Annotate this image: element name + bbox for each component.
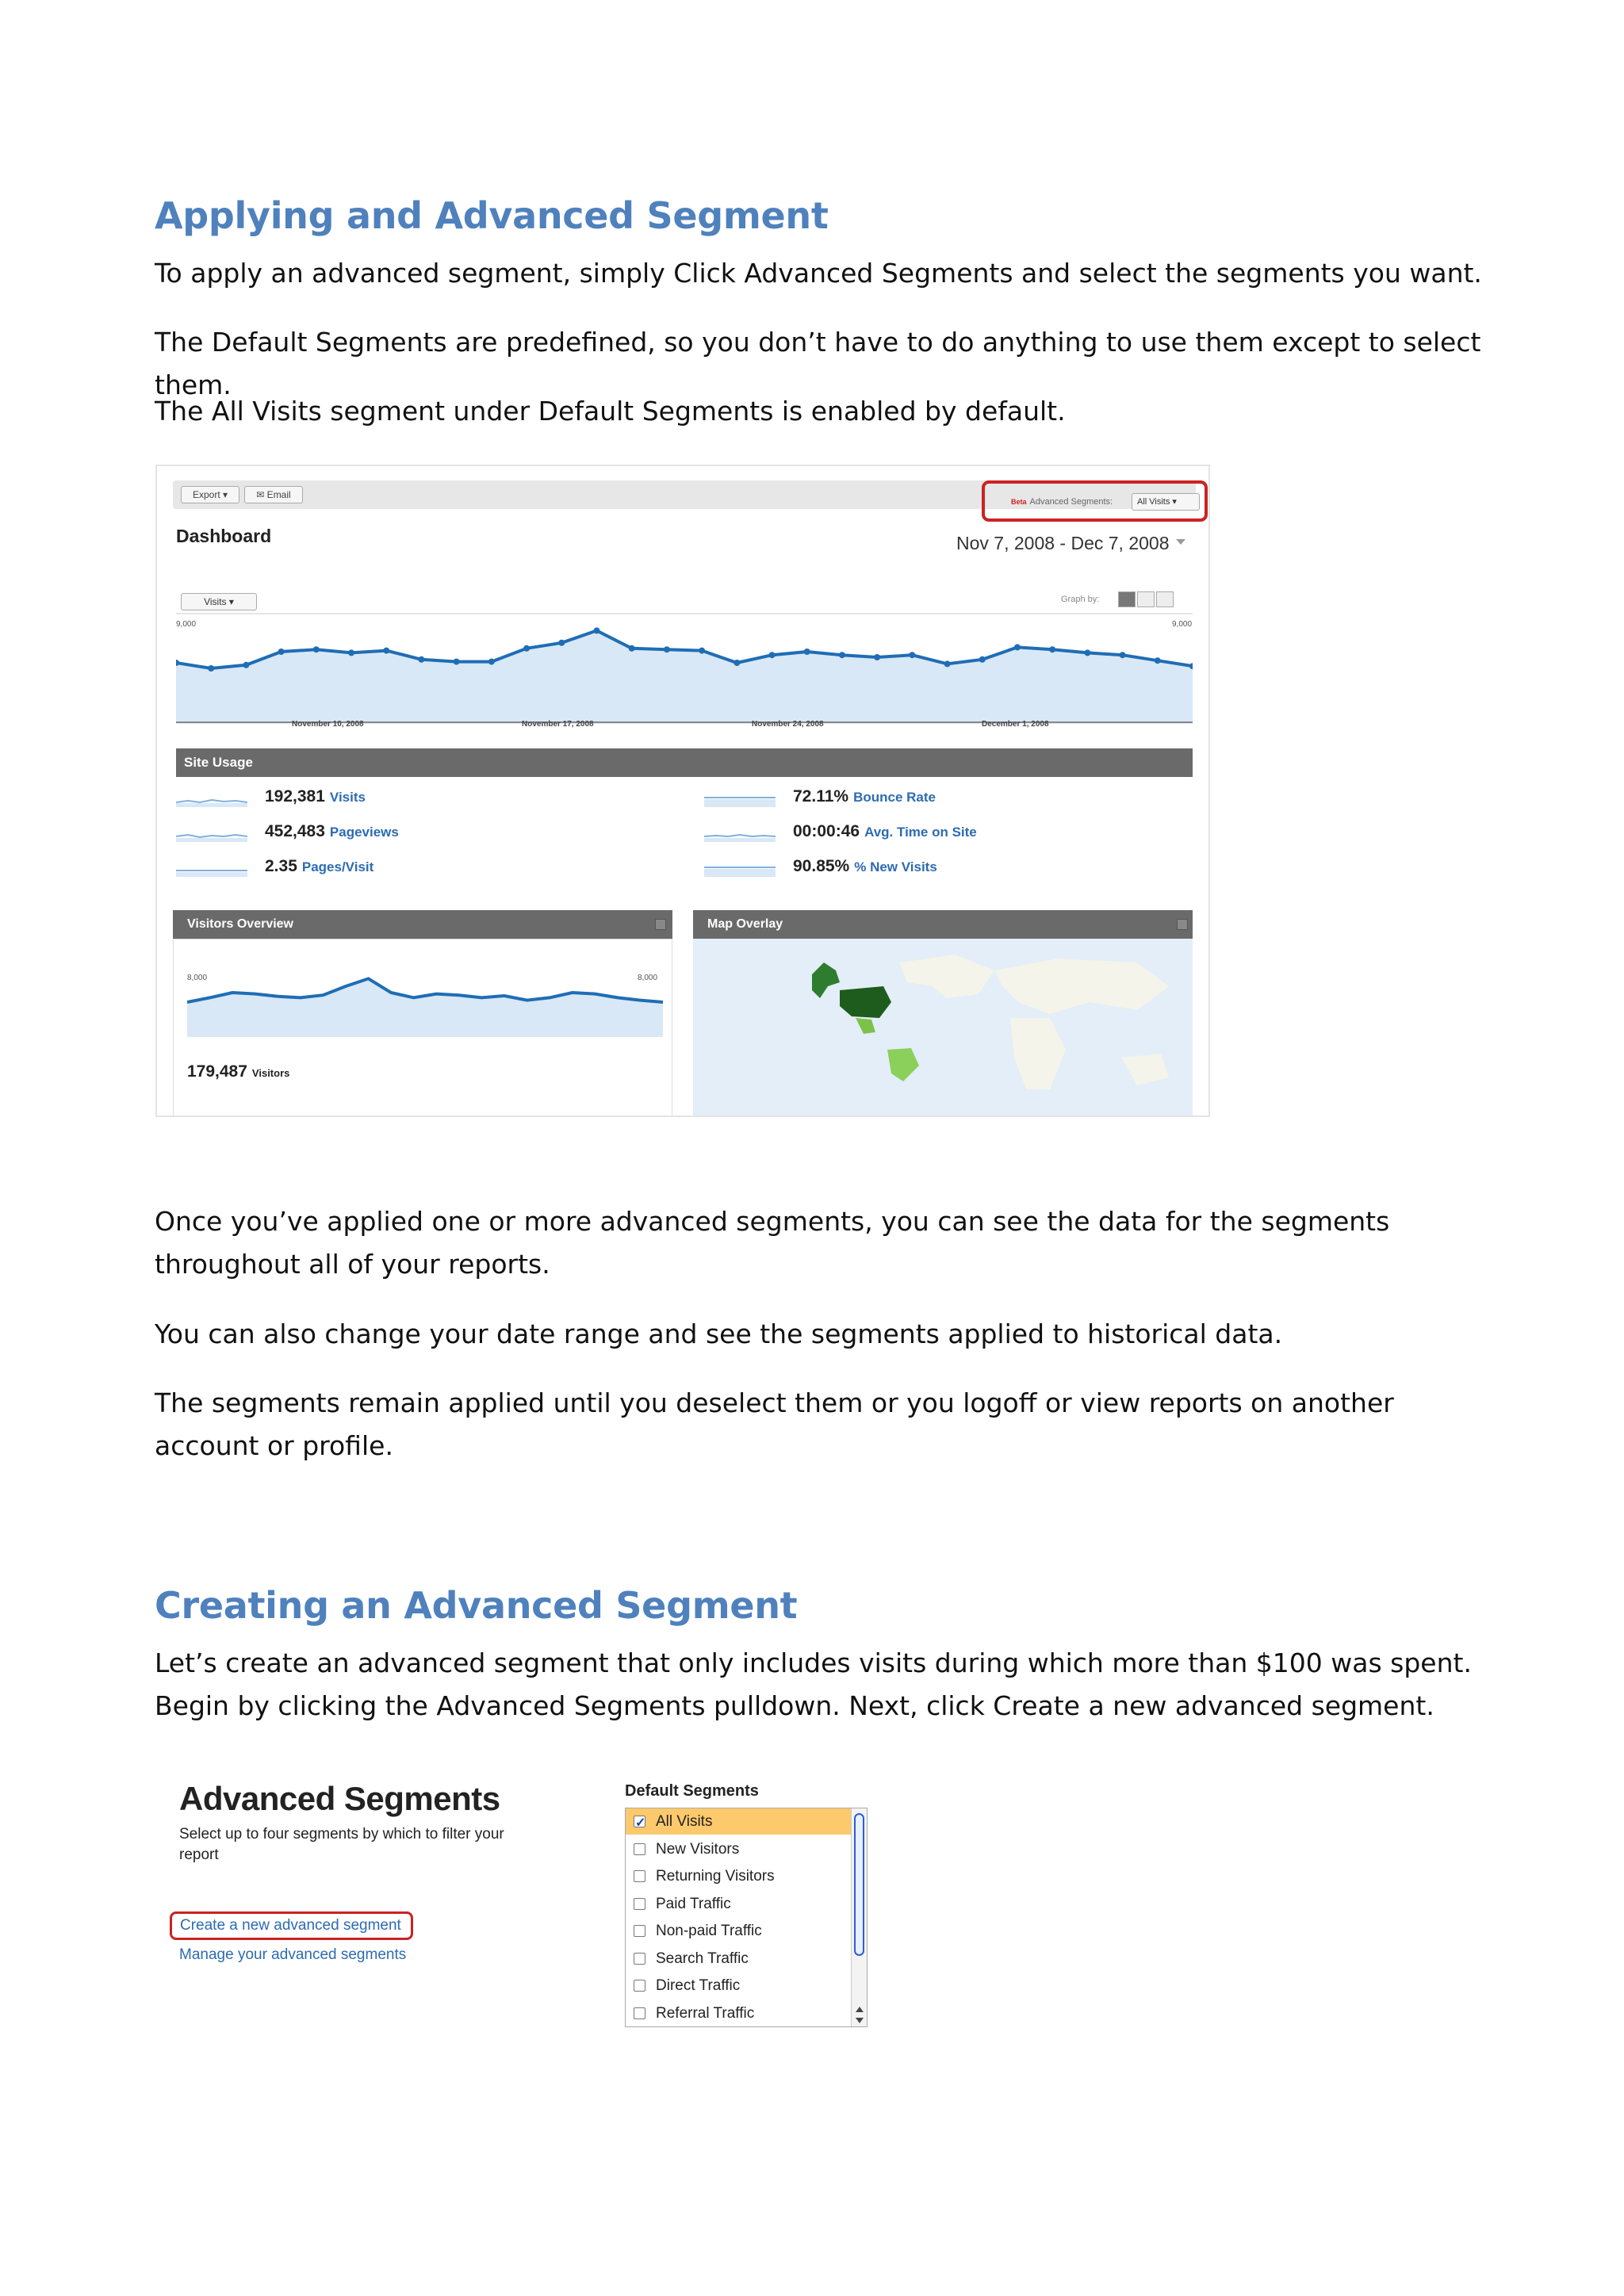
heading-creating-segment: Creating an Advanced Segment <box>155 1584 798 1627</box>
segment-checkbox[interactable] <box>634 1843 645 1855</box>
site-usage-header: Site Usage <box>176 748 1193 777</box>
scroll-up-icon[interactable] <box>856 2007 864 2012</box>
paragraph: Once you’ve applied one or more advanced segments, you can see the data for the segments throughout all of your reports. <box>155 1206 1390 1280</box>
segment-option[interactable] <box>626 1863 851 1889</box>
close-icon[interactable] <box>655 919 666 930</box>
segment-option[interactable] <box>626 1808 851 1835</box>
scrollbar-thumb[interactable] <box>854 1813 864 1956</box>
date-range[interactable]: Nov 7, 2008 - Dec 7, 2008 <box>956 533 1170 553</box>
segment-option-label: Referral Traffic <box>656 2004 755 2022</box>
chart-point <box>488 659 495 665</box>
create-segment-link[interactable]: Create a new advanced segment <box>170 1911 413 1940</box>
chart-point <box>944 660 951 667</box>
sparkline <box>704 794 776 807</box>
visits-line-chart <box>176 613 1193 724</box>
visitors-count: 179,487 Visitors <box>187 1062 290 1081</box>
chart-point <box>874 654 880 660</box>
vo-tick-top-right: 8,000 <box>638 974 658 982</box>
dashboard-toolbar <box>173 480 1196 509</box>
stat-avg-time: 00:00:46 Avg. Time on Site <box>793 822 977 840</box>
graph-week-icon[interactable] <box>1137 591 1155 607</box>
chart-area <box>176 630 1193 724</box>
segment-option-label: Returning Visitors <box>656 1868 775 1885</box>
map-overlay-header: Map Overlay <box>693 910 1193 939</box>
default-segments-panel <box>623 1760 871 2034</box>
heading-applying-segment: Applying and Advanced Segment <box>155 194 829 237</box>
paragraph: The Default Segments are predefined, so you don’t have to do anything to use them except to select them. <box>155 327 1481 400</box>
chart-point <box>1014 644 1021 650</box>
chart-point <box>383 648 389 654</box>
chart-point <box>1120 652 1126 658</box>
chart-point <box>348 649 354 656</box>
chart-point <box>629 645 635 652</box>
chart-area <box>187 978 663 1037</box>
chart-point <box>804 649 810 655</box>
paragraph: The segments remain applied until you deselect them or you logoff or view reports on another account or profile. <box>155 1387 1394 1461</box>
stat-visits: 192,381 Visits <box>265 787 366 806</box>
chart-point <box>839 652 845 658</box>
segment-option-label: New Visitors <box>656 1840 740 1858</box>
sparkline <box>176 864 247 877</box>
world-map <box>693 939 1193 1117</box>
segment-checkbox[interactable] <box>634 1870 645 1882</box>
segment-checkbox[interactable] <box>634 2007 645 2019</box>
scrollbar[interactable] <box>851 1808 867 2027</box>
stat-pageviews: 452,483 Pageviews <box>265 822 399 840</box>
chart-point <box>523 645 530 652</box>
segment-option[interactable] <box>626 1973 851 1999</box>
graph-month-icon[interactable] <box>1156 591 1174 607</box>
chart-point <box>313 646 320 652</box>
visitors-overview-header: Visitors Overview <box>173 910 672 939</box>
chart-point <box>769 652 776 658</box>
segment-option[interactable] <box>626 1918 851 1944</box>
advanced-segments-subtitle: Select up to four segments by which to filter your report <box>179 1826 504 1863</box>
chart-point <box>418 656 424 663</box>
close-icon[interactable] <box>1177 919 1188 930</box>
chart-point <box>979 656 986 663</box>
segment-option-label: Direct Traffic <box>656 1977 741 1994</box>
chart-point <box>1049 646 1055 652</box>
chart-point <box>664 646 670 652</box>
graph-day-icon[interactable] <box>1118 591 1136 607</box>
default-segments-list <box>625 1808 868 2027</box>
advanced-segments-label: Beta Advanced Segments: <box>1011 497 1113 507</box>
sparkline <box>176 794 247 807</box>
graph-by-label: Graph by: <box>1061 595 1100 604</box>
segment-checkbox[interactable] <box>634 1898 645 1910</box>
x-label: November 24, 2008 <box>752 720 824 729</box>
chart-point <box>1155 657 1161 664</box>
chart-point <box>278 649 285 655</box>
chart-point <box>454 659 460 665</box>
x-label: December 1, 2008 <box>982 720 1049 729</box>
segment-checkbox[interactable] <box>634 1925 645 1937</box>
visits-metric-button[interactable]: Visits ▾ <box>181 593 257 610</box>
segment-checkbox[interactable] <box>634 1816 645 1827</box>
dashboard-screenshot <box>155 465 1210 1117</box>
paragraph: Let’s create an advanced segment that only includes visits during which more than $100 was spent. Begin by clicking the Advanced Segments pulldown. Next, click Create a new advanced segment. <box>155 1647 1472 1721</box>
vo-tick-top: 8,000 <box>187 974 208 982</box>
chart-point <box>699 648 705 654</box>
paragraph: The All Visits segment under Default Segments is enabled by default. <box>155 396 1066 427</box>
stat-new-visits: 90.85% % New Visits <box>793 857 937 875</box>
scroll-down-icon[interactable] <box>856 2018 864 2023</box>
stat-pages-visit: 2.35 Pages/Visit <box>265 857 374 875</box>
visitors-line-chart <box>187 974 663 1037</box>
manage-segments-link[interactable]: Manage your advanced segments <box>179 1946 407 1963</box>
chevron-down-icon[interactable] <box>1176 539 1185 545</box>
default-segments-title: Default Segments <box>625 1782 759 1800</box>
advanced-segments-title: Advanced Segments <box>179 1780 500 1817</box>
segment-select[interactable]: All Visits ▾ <box>1132 493 1200 511</box>
segment-option-label: Non-paid Traffic <box>656 1923 762 1939</box>
advanced-segments-highlight[interactable] <box>982 480 1208 522</box>
paragraph: You can also change your date range and see the segments applied to historical data. <box>155 1318 1283 1349</box>
segment-option[interactable] <box>626 1891 851 1917</box>
segment-checkbox[interactable] <box>634 1980 645 1992</box>
segment-checkbox[interactable] <box>634 1953 645 1965</box>
segment-option[interactable] <box>626 2000 851 2026</box>
chart-point <box>558 640 565 646</box>
advanced-segments-panel <box>155 1756 523 2030</box>
email-button[interactable]: ✉ Email <box>244 486 303 503</box>
chart-point <box>909 652 915 658</box>
chart-point <box>593 627 599 633</box>
chart-point <box>243 662 249 668</box>
chart-point <box>1084 649 1090 656</box>
paragraph: To apply an advanced segment, simply Click Advanced Segments and select the segments you want. <box>155 258 1482 289</box>
segment-option-label: Search Traffic <box>656 1950 749 1967</box>
x-label: November 17, 2008 <box>522 720 594 729</box>
sparkline <box>704 829 776 842</box>
y-tick-top-right: 9,000 <box>1172 620 1193 629</box>
x-label: November 10, 2008 <box>292 720 364 729</box>
chart-point <box>733 660 740 666</box>
export-button[interactable]: Export ▾ <box>181 486 239 503</box>
sparkline <box>176 829 247 842</box>
chart-point <box>208 665 214 672</box>
stat-bounce-rate: 72.11% Bounce Rate <box>793 787 936 806</box>
segment-option-label: Paid Traffic <box>656 1895 731 1912</box>
segment-option-label: All Visits <box>656 1813 713 1830</box>
dashboard-title: Dashboard <box>176 526 272 546</box>
segment-option[interactable] <box>626 1946 851 1972</box>
sparkline <box>704 864 776 877</box>
segment-option[interactable] <box>626 1836 851 1862</box>
y-tick-top: 9,000 <box>176 620 197 629</box>
